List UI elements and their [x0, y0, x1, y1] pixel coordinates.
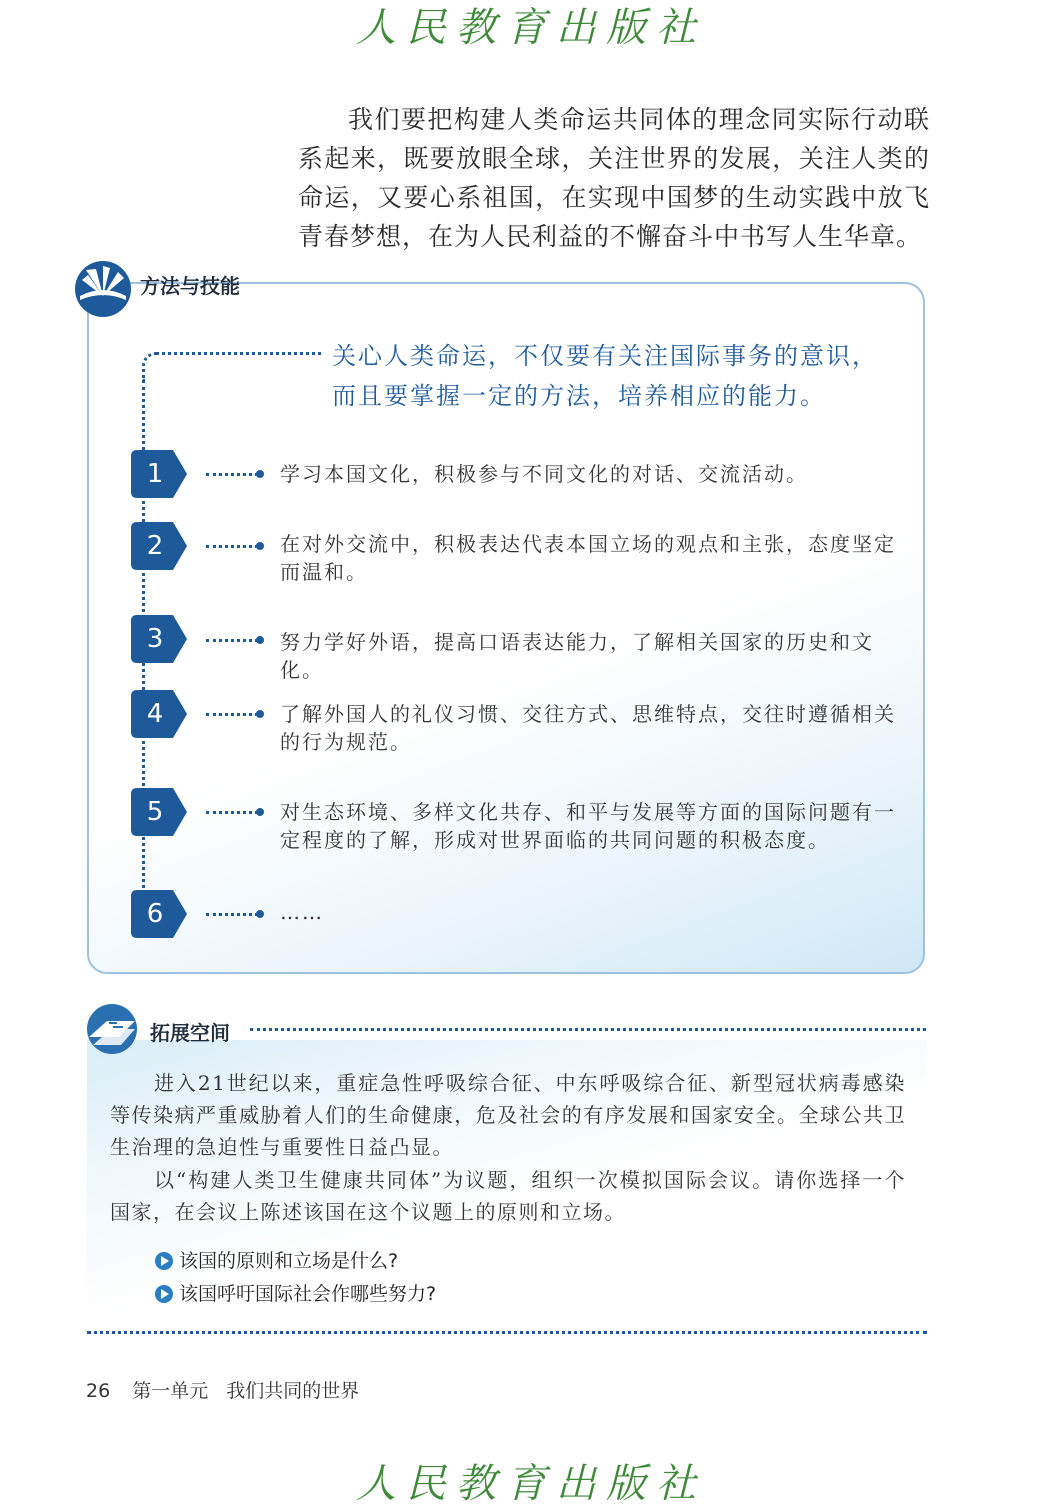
tree-connector-top [142, 352, 322, 382]
arrow-bullet-icon [155, 1252, 173, 1270]
step-badge-6 [131, 890, 187, 938]
step-badge-2 [131, 522, 187, 570]
step-text-1: 学习本国文化，积极参与不同文化的对话、交流活动。 [280, 462, 808, 486]
extension-space-icon [85, 1003, 139, 1055]
step-connector [206, 913, 258, 916]
step-text-3: 努力学好外语，提高口语表达能力，了解相关国家的历史和文化。 [280, 630, 874, 682]
step-connector-dot [256, 542, 264, 550]
step-number: 2 [146, 531, 164, 561]
question-text: 该国呼吁国际社会作哪些努力? [179, 1283, 437, 1305]
question-item-2 [155, 1281, 436, 1307]
unit-title: 我们共同的世界 [226, 1380, 360, 1402]
extension-divider-top [250, 1028, 926, 1031]
step-connector-dot [256, 636, 264, 644]
step-connector [206, 713, 258, 716]
step-number: 3 [146, 624, 164, 654]
method-skill-icon [74, 260, 132, 318]
method-intro-line-2: 而且要掌握一定的方法，培养相应的能力。 [332, 382, 826, 410]
unit-label: 第一单元 [132, 1380, 209, 1402]
step-connector [206, 473, 258, 476]
intro-paragraph: 我们要把构建人类命运共同体的理念同实际行动联系起来，既要放眼全球，关注世界的发展，关注人类的命运，又要心系祖国，在实现中国梦的生动实践中放飞青春梦想，在为人民利益的不懈奋斗中书写人生华章。 [298, 105, 930, 251]
step-number: 4 [146, 699, 164, 729]
step-connector [206, 639, 258, 642]
step-number: 6 [146, 899, 164, 929]
method-intro-line-1: 关心人类命运，不仅要有关注国际事务的意识， [332, 342, 878, 370]
publisher-watermark-bottom: 人民教育出版社 [356, 1461, 706, 1507]
step-text-6: …… [280, 900, 324, 924]
step-badge-4 [131, 690, 187, 738]
step-connector-dot [256, 910, 264, 918]
step-connector [206, 811, 258, 814]
publisher-watermark-top: 人民教育出版社 [356, 5, 706, 51]
step-badge-5 [131, 788, 187, 836]
extension-section-title: 拓展空间 [150, 1021, 230, 1045]
extension-paragraph-1: 进入21世纪以来，重症急性呼吸综合征、中东呼吸综合征、新型冠状病毒感染等传染病严重威胁着人们的生命健康，危及社会的有序发展和国家安全。全球公共卫生治理的急迫性与重要性日益凸显。 [110, 1071, 906, 1159]
step-connector-dot [256, 808, 264, 816]
question-text: 该国的原则和立场是什么? [179, 1250, 399, 1272]
step-badge-3 [131, 615, 187, 663]
question-item-1 [155, 1248, 398, 1274]
step-connector [206, 545, 258, 548]
step-number: 5 [146, 797, 164, 827]
step-text-4: 了解外国人的礼仪习惯、交往方式、思维特点，交往时遵循相关的行为规范。 [280, 702, 896, 754]
step-text-5: 对生态环境、多样文化共存、和平与发展等方面的国际问题有一定程度的了解，形成对世界面临的共同问题的积极态度。 [280, 800, 896, 852]
step-badge-1 [131, 450, 187, 498]
method-intro [332, 336, 922, 416]
page-footer [86, 1376, 359, 1403]
extension-paragraph-2: 以“构建人类卫生健康共同体”为议题，组织一次模拟国际会议。请你选择一个国家，在会议上陈述该国在这个议题上的原则和立场。 [110, 1168, 906, 1224]
step-connector-dot [256, 710, 264, 718]
step-text-2: 在对外交流中，积极表达代表本国立场的观点和主张，态度坚定而温和。 [280, 532, 896, 584]
extension-divider-bottom [87, 1331, 927, 1334]
page-number: 26 [86, 1380, 111, 1402]
step-connector-dot [256, 470, 264, 478]
step-number: 1 [146, 459, 164, 489]
arrow-bullet-icon [155, 1285, 173, 1303]
method-section-title: 方法与技能 [140, 274, 240, 298]
